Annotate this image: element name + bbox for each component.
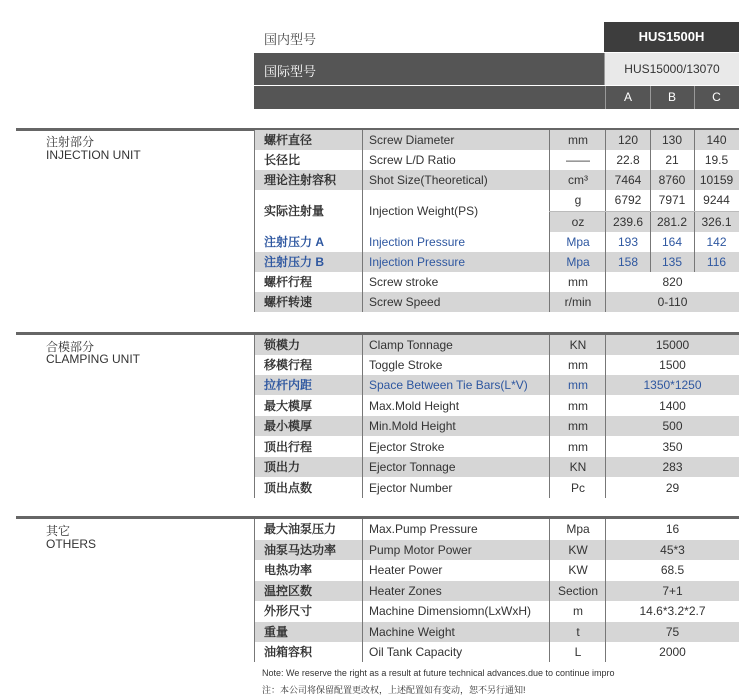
spec-value: 16 bbox=[665, 522, 680, 536]
others-title-cn: 其它 bbox=[46, 524, 71, 538]
spec-value: 45*3 bbox=[660, 543, 685, 557]
others-title-en: OTHERS bbox=[46, 537, 97, 551]
spec-cn: 重量 bbox=[264, 625, 289, 639]
spec-value-a: 193 bbox=[617, 235, 639, 249]
injection-title-cn: 注射部分 bbox=[46, 135, 95, 149]
spec-value-c: 116 bbox=[706, 255, 727, 269]
spec-row bbox=[254, 375, 739, 395]
grid-line bbox=[549, 130, 550, 312]
spec-value-a-g: 6792 bbox=[614, 193, 642, 207]
spec-cn: 理论注射容积 bbox=[264, 173, 337, 187]
spec-row bbox=[254, 232, 739, 252]
model-name: HUS1500H bbox=[604, 22, 739, 52]
spec-row bbox=[254, 396, 739, 416]
spec-row bbox=[254, 416, 739, 436]
spec-row bbox=[254, 622, 739, 642]
header-row-domestic bbox=[254, 22, 604, 52]
spec-value: 1350*1250 bbox=[643, 378, 702, 392]
spec-en: Machine Dimensiomn(LxWxH) bbox=[369, 604, 532, 618]
spec-value: 7+1 bbox=[662, 584, 683, 598]
spec-value-b: 135 bbox=[661, 255, 683, 269]
spec-en: Injection Weight(PS) bbox=[369, 204, 479, 218]
spec-unit: mm bbox=[568, 133, 588, 147]
spec-cn: 锁模力 bbox=[264, 338, 301, 352]
grid-line bbox=[650, 130, 651, 272]
spec-en: Toggle Stroke bbox=[369, 358, 443, 372]
spec-en: Max.Pump Pressure bbox=[369, 522, 478, 536]
spec-value: 14.6*3.2*2.7 bbox=[639, 604, 706, 618]
spec-row bbox=[254, 478, 739, 498]
clamping-title-en: CLAMPING UNIT bbox=[46, 352, 141, 366]
grid-line bbox=[605, 335, 606, 498]
spec-en: Pump Motor Power bbox=[369, 543, 472, 557]
spec-unit: Mpa bbox=[566, 522, 590, 536]
grid-line bbox=[362, 130, 363, 312]
spec-value-c: 19.5 bbox=[704, 153, 729, 167]
spec-value: 75 bbox=[665, 625, 680, 639]
grid-line bbox=[605, 519, 606, 662]
grid-line bbox=[254, 130, 255, 312]
spec-value-c: 140 bbox=[706, 133, 727, 147]
grid-line bbox=[362, 335, 363, 498]
spec-unit: KN bbox=[569, 338, 587, 352]
spec-en: Ejector Number bbox=[369, 481, 453, 495]
spec-value-c: 10159 bbox=[699, 173, 734, 187]
spec-unit-oz: oz bbox=[550, 212, 606, 232]
spec-en: Heater Power bbox=[369, 563, 443, 577]
spec-cn: 螺杆行程 bbox=[264, 275, 313, 289]
spec-unit: —— bbox=[566, 153, 590, 167]
spec-row bbox=[254, 581, 739, 601]
spec-en: Clamp Tonnage bbox=[369, 338, 453, 352]
spec-cn: 油箱容积 bbox=[264, 645, 313, 659]
spec-row bbox=[254, 642, 739, 662]
spec-row bbox=[254, 252, 739, 272]
spec-en: Max.Mold Height bbox=[369, 399, 460, 413]
spec-value-b-oz: 281.2 bbox=[650, 212, 694, 232]
spec-cn: 油泵马达功率 bbox=[264, 543, 337, 557]
spec-value-b-g: 7971 bbox=[658, 193, 686, 207]
grid-line bbox=[549, 519, 550, 662]
spec-en: Screw stroke bbox=[369, 275, 439, 289]
spec-value: 500 bbox=[662, 419, 683, 433]
spec-cn: 温控区数 bbox=[264, 584, 313, 598]
spec-value: 1400 bbox=[659, 399, 686, 413]
spec-row bbox=[254, 292, 739, 312]
spec-value-c-g: 9244 bbox=[703, 193, 730, 207]
screw-c-label: C bbox=[712, 90, 721, 104]
grid-line bbox=[605, 130, 606, 312]
clamping-title-cn: 合模部分 bbox=[46, 340, 95, 354]
spec-unit: mm bbox=[568, 440, 588, 454]
spec-row bbox=[254, 355, 739, 375]
screw-b-label: B bbox=[667, 90, 676, 104]
spec-value: 0-110 bbox=[657, 295, 688, 309]
spec-cn: 顶出力 bbox=[264, 460, 301, 474]
spec-value-c: 142 bbox=[706, 235, 727, 249]
note-english: Note: We reserve the right as a result at future technical advances.due to continue impro bbox=[262, 668, 615, 678]
spec-unit: m bbox=[573, 604, 583, 618]
spec-value: 15000 bbox=[655, 338, 690, 352]
spec-cn: 螺杆直径 bbox=[264, 133, 313, 147]
spec-value: 1500 bbox=[659, 358, 686, 372]
spec-en: Ejector Tonnage bbox=[369, 460, 456, 474]
spec-cn: 电热功率 bbox=[264, 563, 313, 577]
domestic-model-label: 国内型号 bbox=[264, 32, 317, 47]
spec-unit: mm bbox=[568, 378, 588, 392]
spec-value: 283 bbox=[662, 460, 683, 474]
spec-unit: KW bbox=[568, 543, 588, 557]
spec-value: 2000 bbox=[659, 645, 686, 659]
spec-row bbox=[254, 519, 739, 539]
grid-line bbox=[254, 335, 255, 498]
screw-a-label: A bbox=[623, 90, 632, 104]
spec-row bbox=[254, 170, 739, 190]
spec-row bbox=[254, 437, 739, 457]
international-model-box bbox=[604, 53, 739, 85]
injection-title-en: INJECTION UNIT bbox=[46, 148, 141, 162]
spec-unit: mm bbox=[568, 419, 588, 433]
spec-cn: 顶出点数 bbox=[264, 481, 313, 495]
spec-value-a: 158 bbox=[617, 255, 639, 269]
spec-value-a: 120 bbox=[617, 133, 639, 147]
spec-value-b: 21 bbox=[665, 153, 679, 167]
spec-unit: mm bbox=[568, 275, 588, 289]
spec-cn: 最大油泵压力 bbox=[264, 522, 337, 536]
spec-value: 29 bbox=[665, 481, 680, 495]
spec-unit: Mpa bbox=[566, 235, 590, 249]
spec-row bbox=[254, 272, 739, 292]
spec-value-b: 164 bbox=[661, 235, 683, 249]
spec-unit: KW bbox=[568, 563, 588, 577]
spec-unit: Mpa bbox=[566, 255, 590, 269]
spec-cn: 最小模厚 bbox=[264, 419, 313, 433]
screw-divider bbox=[605, 86, 606, 109]
grid-line bbox=[549, 335, 550, 498]
spec-en: Oil Tank Capacity bbox=[369, 645, 463, 659]
spec-unit: t bbox=[576, 625, 580, 639]
spec-en: Screw L/D Ratio bbox=[369, 153, 456, 167]
spec-en: Screw Diameter bbox=[369, 133, 455, 147]
spec-value-a: 7464 bbox=[614, 173, 642, 187]
spec-en: Injection Pressure bbox=[369, 235, 466, 249]
spec-unit: Pc bbox=[570, 481, 585, 495]
spec-cn: 顶出行程 bbox=[264, 440, 313, 454]
spec-unit: Section bbox=[557, 584, 599, 598]
spec-cn: 外形尺寸 bbox=[264, 604, 313, 618]
spec-en: Screw Speed bbox=[369, 295, 441, 309]
spec-row bbox=[254, 150, 739, 170]
spec-cn: 移模行程 bbox=[264, 358, 313, 372]
spec-unit: L bbox=[574, 645, 582, 659]
screw-divider bbox=[694, 86, 695, 109]
screw-divider bbox=[650, 86, 651, 109]
spec-row bbox=[254, 560, 739, 580]
spec-row bbox=[254, 601, 739, 621]
spec-value-b: 8760 bbox=[658, 173, 686, 187]
spec-value: 820 bbox=[662, 275, 683, 289]
spec-cn: 最大模厚 bbox=[264, 399, 313, 413]
grid-line bbox=[254, 519, 255, 662]
spec-value-b: 130 bbox=[661, 133, 683, 147]
spec-value: 68.5 bbox=[660, 563, 685, 577]
spec-unit-g: g bbox=[574, 193, 582, 207]
spec-unit: cm³ bbox=[568, 173, 588, 187]
spec-cn: 螺杆转速 bbox=[264, 295, 313, 309]
spec-row bbox=[254, 457, 739, 477]
spec-value-a: 22.8 bbox=[616, 153, 640, 167]
spec-cn: 长径比 bbox=[264, 153, 301, 167]
spec-row bbox=[254, 540, 739, 560]
spec-en: Machine Weight bbox=[369, 625, 455, 639]
spec-en: Min.Mold Height bbox=[369, 419, 456, 433]
spec-en: Heater Zones bbox=[369, 584, 442, 598]
grid-line bbox=[362, 519, 363, 662]
international-model: HUS15000/13070 bbox=[624, 62, 720, 76]
spec-cn: 拉杆内距 bbox=[264, 378, 313, 392]
grid-line bbox=[549, 211, 739, 212]
spec-cn: 注射压力 A bbox=[264, 235, 325, 249]
international-model-label: 国际型号 bbox=[264, 64, 317, 79]
spec-cn: 实际注射量 bbox=[264, 204, 325, 218]
spec-value-c-oz: 326.1 bbox=[694, 212, 739, 232]
grid-line bbox=[694, 130, 695, 272]
spec-unit: mm bbox=[568, 399, 588, 413]
spec-en: Ejector Stroke bbox=[369, 440, 445, 454]
spec-cn: 注射压力 B bbox=[264, 255, 325, 269]
spec-unit: mm bbox=[568, 358, 588, 372]
spec-row bbox=[254, 130, 739, 150]
spec-unit: KN bbox=[569, 460, 587, 474]
spec-en: Injection Pressure bbox=[369, 255, 466, 269]
note-chinese: 注：本公司将保留配置更改权，上述配置如有变动，恕不另行通知! bbox=[262, 685, 526, 695]
spec-value-a-oz: 239.6 bbox=[606, 212, 650, 232]
spec-row bbox=[254, 335, 739, 355]
spec-value: 350 bbox=[662, 440, 683, 454]
spec-unit: r/min bbox=[564, 295, 592, 309]
spec-en: Shot Size(Theoretical) bbox=[369, 173, 488, 187]
spec-en: Space Between Tie Bars(L*V) bbox=[369, 378, 528, 392]
